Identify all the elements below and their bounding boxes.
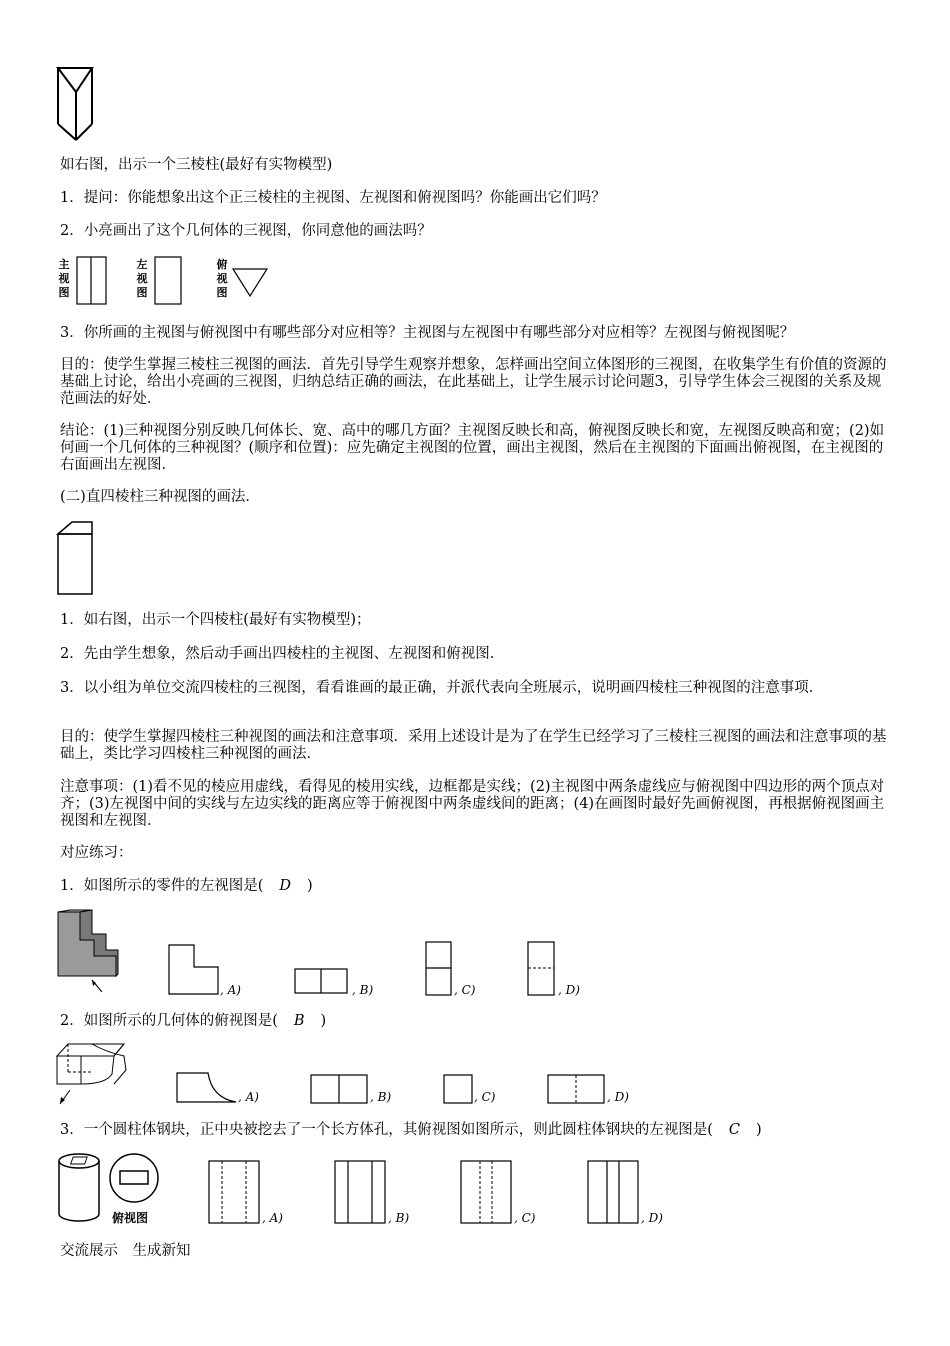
exercise-1-text: 1．如图所示的零件的左视图是( <box>60 878 264 894</box>
section-2-question-1: 1．如右图，出示一个四棱柱(最好有实物模型)； <box>60 612 371 628</box>
exercise-3-text: 3．一个圆柱体钢块，正中央被挖去了一个长方体孔，其俯视图如图所示，则此圆柱体钢块的左视图是( <box>60 1122 713 1138</box>
main-view-drawing <box>76 256 106 306</box>
question-2: 2．小亮画出了这个几何体的三视图，你同意他的画法吗？ <box>60 223 432 239</box>
exercise-2-option-a-label: , A) <box>238 1090 259 1104</box>
exercise-2-answer: B <box>293 1013 305 1029</box>
section-2-question-3: 3．以小组为单位交流四棱柱的三视图，看看谁画的最正确，并派代表向全班展示，说明画四棱柱三种视图的注意事项． <box>60 680 824 696</box>
main-view-label: 主视图 <box>58 258 70 299</box>
exercise-2-option-d-label: , D) <box>607 1090 629 1104</box>
exercise-3-cylinder-figure <box>58 1152 104 1224</box>
exercise-1-option-b <box>294 968 350 996</box>
exercise-3-option-c-label: , C) <box>514 1211 536 1225</box>
top-view-drawing <box>232 268 272 303</box>
exercise-2-option-b <box>310 1074 370 1106</box>
exercise-3 <box>60 1122 762 1139</box>
exercise-2-solid-figure <box>56 1042 136 1112</box>
exercise-3-option-c <box>460 1160 514 1226</box>
exercise-1-option-d-label: , D) <box>558 983 580 997</box>
exercise-1-option-b-label: , B) <box>352 983 374 997</box>
triangular-prism-figure <box>56 62 96 152</box>
practice-title: 对应练习： <box>60 845 133 861</box>
exercise-1-option-c <box>425 941 453 997</box>
intro-text: 如右图，出示一个三棱柱(最好有实物模型) <box>60 157 333 173</box>
exercise-1-answer: D <box>279 878 292 894</box>
exercise-3-close: ) <box>756 1122 762 1138</box>
top-view-label: 俯视图 <box>216 258 228 299</box>
exercise-2-option-b-label: , B) <box>370 1090 392 1104</box>
exercise-3-top-view-label: 俯视图 <box>112 1211 149 1225</box>
exercise-3-top-view-figure <box>108 1152 162 1206</box>
exercise-1-part-figure <box>56 910 126 1000</box>
exercise-1-option-d <box>527 941 557 997</box>
exercise-1-option-c-label: , C) <box>454 983 476 997</box>
footer-heading: 交流展示 生成新知 <box>60 1243 191 1259</box>
conclusion-paragraph: 结论：(1)三种视图分别反映几何体长、宽、高中的哪几方面？主视图反映长和高，俯视图反映长和宽，左视图反映高和宽；(2)如何画一个几何体的三种视图？(顺序和位置)：应先确定主视图的位置，画出主视图，然后在主视图的下面画出俯视图，在主视图的右面画出左视图． <box>60 423 885 473</box>
exercise-2-option-d <box>547 1074 607 1106</box>
section-2-title: (二)直四棱柱三种视图的画法． <box>60 489 260 505</box>
exercise-3-option-b <box>334 1160 388 1226</box>
exercise-1 <box>60 878 313 895</box>
question-1: 1．提问：你能想象出这个正三棱柱的主视图、左视图和俯视图吗？你能画出它们吗？ <box>60 190 606 206</box>
exercise-2-option-a <box>176 1072 238 1108</box>
question-3: 3．你所画的主视图与俯视图中有哪些部分对应相等？主视图与左视图中有哪些部分对应相等？左视图与俯视图呢？ <box>60 325 795 341</box>
notes-paragraph: 注意事项：(1)看不见的棱应用虚线，看得见的棱用实线，边框都是实线；(2)主视图中两条虚线应与俯视图中四边形的两个顶点对齐；(3)左视图中间的实线与左边实线的距离应等于俯视图中两条虚线间的距离；(4)在画图时最好先画俯视图，再根据俯视图画主视图和左视图． <box>60 779 885 829</box>
exercise-2 <box>60 1013 326 1030</box>
goal-paragraph-2: 目的：使学生掌握四棱柱三种视图的画法和注意事项．采用上述设计是为了在学生已经学习了三棱柱三视图的画法和注意事项的基础上，类比学习四棱柱三种视图的画法． <box>60 729 887 762</box>
exercise-3-option-b-label: , B) <box>388 1211 410 1225</box>
exercise-3-option-d-label: , D) <box>641 1211 663 1225</box>
left-view-drawing <box>154 256 184 306</box>
goal-paragraph-1: 目的：使学生掌握三棱柱三视图的画法．首先引导学生观察并想象，怎样画出空间立体图形的三视图，在收集学生有价值的资源的基础上讨论，给出小亮画的三视图，归纳总结正确的画法，在此基础上，让学生展示讨论问题3，引导学生体会三视图的关系及规范画法的好处． <box>60 357 887 407</box>
exercise-1-close: ) <box>307 878 313 894</box>
exercise-3-option-a <box>208 1160 262 1226</box>
exercise-2-option-c-label: , C) <box>474 1090 496 1104</box>
exercise-1-option-a-label: , A) <box>220 983 241 997</box>
exercise-2-text: 2．如图所示的几何体的俯视图是( <box>60 1013 278 1029</box>
exercise-1-option-a <box>168 944 220 996</box>
exercise-2-close: ) <box>320 1013 327 1029</box>
quadrangular-prism-figure <box>56 520 96 600</box>
exercise-2-option-c <box>443 1074 475 1106</box>
left-view-label: 左视图 <box>136 258 148 299</box>
exercise-3-option-a-label: , A) <box>262 1211 283 1225</box>
exercise-3-option-d <box>587 1160 641 1226</box>
exercise-3-answer: C <box>728 1122 740 1138</box>
section-2-question-2: 2．先由学生想象，然后动手画出四棱柱的主视图、左视图和俯视图． <box>60 646 505 662</box>
